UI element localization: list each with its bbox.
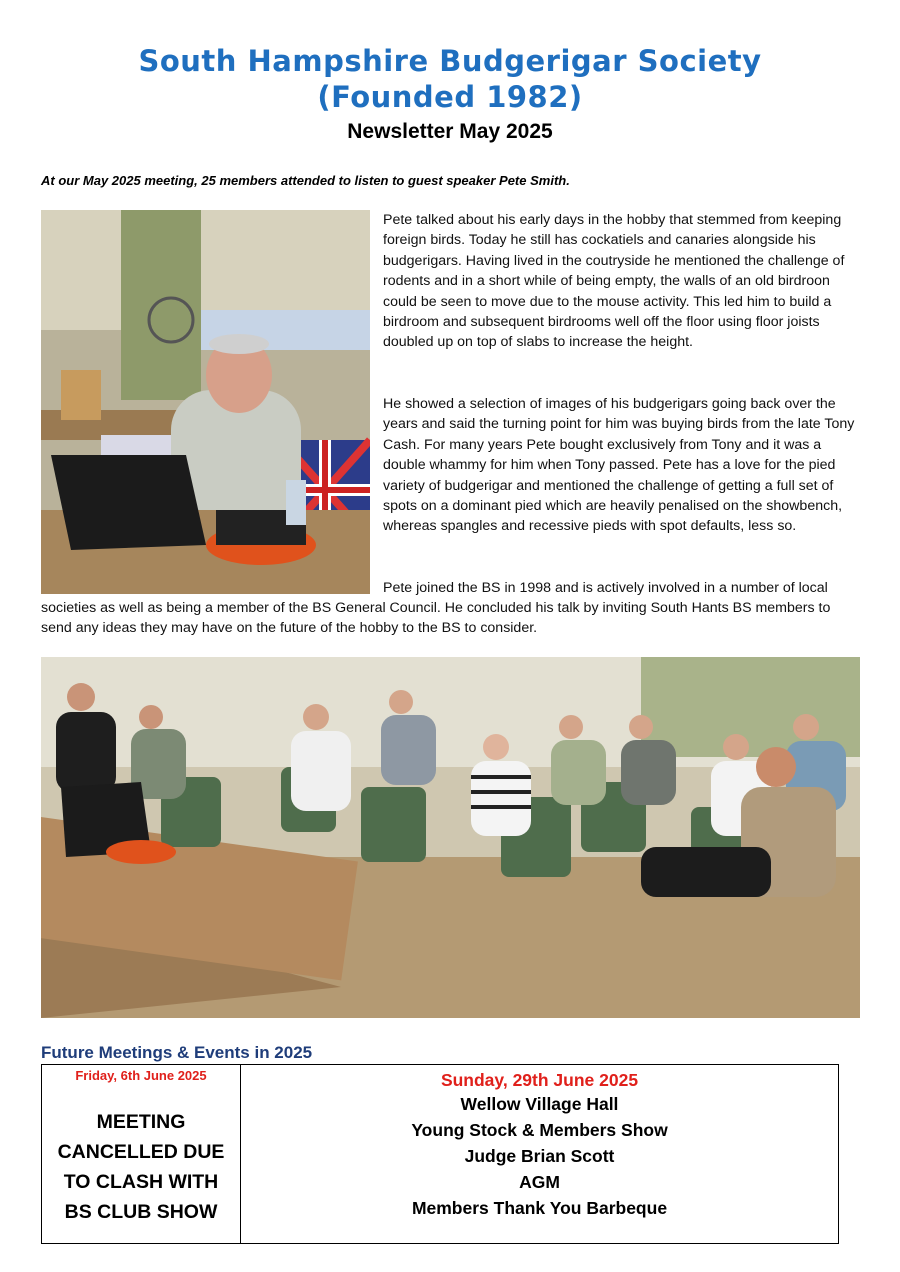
newsletter-title: Newsletter May 2025 (347, 120, 553, 143)
event-judge: Judge Brian Scott (464, 1146, 615, 1166)
article-paragraph-3-start: Pete joined the BS in 1998 and is actively involved in a number of local (383, 580, 828, 596)
event-barbeque: Members Thank You Barbeque (411, 1198, 668, 1218)
events-heading: Future Meetings & Events in 2025 (41, 1043, 313, 1062)
event-june-6-line: MEETING (96, 1111, 186, 1133)
event-june-6-line: TO CLASH WITH (63, 1171, 219, 1193)
event-show-name: Young Stock & Members Show (411, 1120, 668, 1140)
speaker-photo (41, 210, 370, 594)
event-june-6-line: BS CLUB SHOW (64, 1201, 218, 1223)
event-date-june-29: Sunday, 29th June 2025 (440, 1070, 639, 1090)
founded-subtitle: (Founded 1982) (317, 80, 583, 114)
article-paragraph-1: Pete talked about his early days in the hobby that stemmed from keeping foreign birds. Today he still has cockatiels and canaries alongside his budgerigars. Having lived in the coutryside he mentioned the challenge of rodents and in a short while of being empty, the walls of an old birdroon could be seen to move due to the mouse activity. This led him to build a birdroom and subsequent birdrooms well off the floor using floor joists doubled up on top of slabs to increase the height. (383, 212, 845, 351)
events-table (41, 1064, 839, 1244)
event-cell-june-29 (241, 1065, 838, 1243)
intro-text: At our May 2025 meeting, 25 members attended to listen to guest speaker Pete Smith. (41, 173, 570, 188)
society-title: South Hampshire Budgerigar Society (138, 44, 762, 78)
article-paragraph-2: He showed a selection of images of his budgerigars going back over the years and said the turning point for him was buying birds from the late Tony Cash. For many years Pete bought exclusively from Tony and it was a double whammy for him when Tony passed. Pete has a love for the pied variety of budgerigar and mentioned the challenge of getting a full set of spots on a dominant pied which are heavily penalised on the showbench, whereas spangles and recessive pieds with spot defaults, less so. (383, 396, 855, 535)
event-june-6-line: CANCELLED DUE (57, 1141, 225, 1163)
event-date-june-6: Friday, 6th June 2025 (75, 1068, 207, 1083)
event-agm: AGM (519, 1172, 560, 1192)
article-paragraph-3-end: societies as well as being a member of the BS General Council. He concluded his talk by inviting South Hants BS members to send any ideas they may have on the future of the hobby to the BS to consider. (41, 600, 831, 637)
event-venue: Wellow Village Hall (460, 1094, 619, 1114)
audience-photo (41, 657, 860, 1018)
event-cell-june-6 (42, 1065, 241, 1243)
